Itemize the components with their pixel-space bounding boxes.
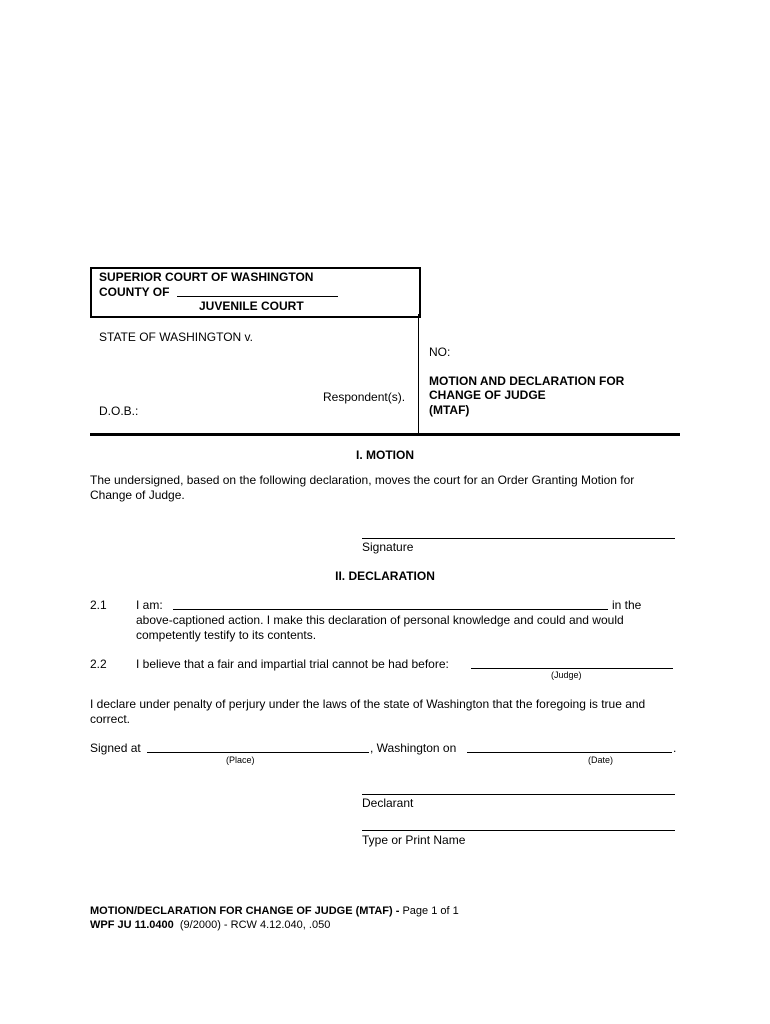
dob-label: D.O.B.:	[99, 404, 139, 418]
item-2-1-number: 2.1	[90, 598, 107, 612]
caption-bottom-rule	[90, 433, 680, 436]
date-caption: (Date)	[588, 755, 614, 765]
footer-title	[90, 905, 459, 917]
doc-title-line1: MOTION AND DECLARATION FOR	[429, 374, 625, 388]
print-name-line[interactable]	[362, 830, 675, 831]
caption-divider	[418, 314, 419, 434]
respondent-label: Respondent(s).	[323, 390, 406, 404]
footer-form-id-bold: WPF JU 11.0400	[90, 919, 174, 931]
item-2-1-tail: in the	[612, 598, 642, 612]
judge-caption: (Judge)	[551, 670, 582, 680]
end-period: .	[673, 741, 677, 755]
item-2-2-number: 2.2	[90, 657, 107, 671]
print-name-label: Type or Print Name	[362, 833, 466, 847]
date-blank[interactable]	[467, 752, 672, 753]
footer-page-info: Page 1 of 1	[399, 905, 459, 917]
county-label: COUNTY OF	[99, 285, 170, 299]
motion-heading: I. MOTION	[356, 448, 414, 462]
doc-title-line2: CHANGE OF JUDGE	[429, 388, 546, 402]
place-caption: (Place)	[226, 755, 255, 765]
signature-line[interactable]	[362, 538, 675, 539]
i-am-blank[interactable]	[173, 609, 608, 610]
declaration-heading: II. DECLARATION	[335, 569, 435, 583]
washington-on-label: , Washington on	[370, 741, 457, 755]
perjury-line2: correct.	[90, 712, 131, 726]
judge-blank[interactable]	[471, 668, 673, 669]
item-2-1-lead: I am:	[136, 598, 163, 612]
county-blank[interactable]	[177, 296, 338, 297]
motion-body-line2: Change of Judge.	[90, 488, 185, 502]
doc-title-line3: (MTAF)	[429, 403, 470, 417]
signed-at-label: Signed at	[90, 741, 141, 755]
declarant-signature-line[interactable]	[362, 794, 675, 795]
perjury-line1: I declare under penalty of perjury under the laws of the state of Washington that the foregoing is true and	[90, 697, 646, 711]
item-2-2-text: I believe that a fair and impartial trial cannot be had before:	[136, 657, 449, 671]
item-2-1-line3: competently testify to its contents.	[136, 628, 317, 642]
item-2-1-line2: above-captioned action. I make this declaration of personal knowledge and could and would	[136, 613, 624, 627]
signature-label: Signature	[362, 540, 414, 554]
place-blank[interactable]	[147, 752, 369, 753]
footer-title-bold: MOTION/DECLARATION FOR CHANGE OF JUDGE (MTAF) -	[90, 905, 400, 917]
court-name: SUPERIOR COURT OF WASHINGTON	[99, 270, 314, 284]
declarant-label: Declarant	[362, 796, 414, 810]
case-number-label: NO:	[429, 345, 451, 359]
footer-form-meta: (9/2000) - RCW 4.12.040, .050	[173, 919, 331, 931]
motion-body-line1: The undersigned, based on the following declaration, moves the court for an Order Granting Motion for	[90, 473, 635, 487]
parties-text: STATE OF WASHINGTON v.	[99, 330, 254, 344]
footer-form-id	[90, 919, 330, 931]
court-division: JUVENILE COURT	[199, 299, 304, 313]
